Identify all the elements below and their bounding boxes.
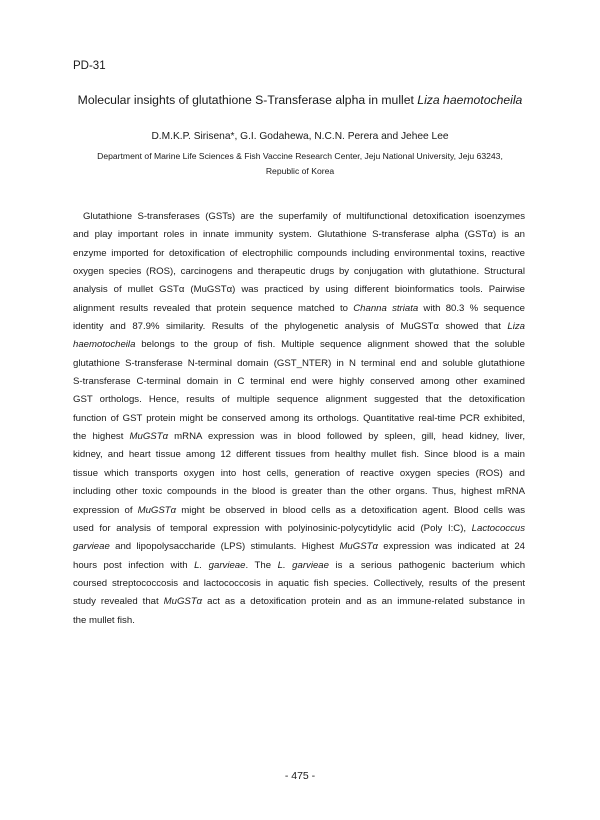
italic-term: Channa striata [353,302,419,314]
abstract-text: . The [245,559,278,571]
abstract-line [73,612,525,630]
title-main: Molecular insights of glutathione S-Transferase alpha in mullet [77,93,418,107]
italic-term: Liza [507,321,525,333]
abstract-line [73,428,525,446]
abstract-text: enzyme imported for detoxification of electrophilic compounds including environmental toxins, reactive [73,247,525,259]
abstract-text: and lipopolysaccharide (LPS) stimulants. Highest [109,541,340,553]
abstract-text: kidney, and heart tissue among 12 different tissues from healthy mullet fish. Since blood is a main [73,449,525,461]
abstract-text: Glutathione S-transferases (GSTs) are the superfamily of multifunctional detoxification isoenzymes [83,211,525,222]
abstract-text: oxygen species (ROS), carcinogens and therapeutic drugs by conjugation with glutathione. Structural [73,266,525,278]
abstract-text: act as a detoxification protein and as an immune-related substance in [202,596,525,608]
abstract-text: identity and 87.9% similarity. Results of the phylogenetic analysis of MuGSTα showed that [73,321,508,333]
abstract-line [73,373,525,391]
abstract-code: PD-31 [73,60,106,72]
abstract-text: expression was indicated at 24 [377,541,525,553]
abstract-text: tissue which transports oxygen into host cells, generation of reactive oxygen species (ROS) and [73,467,525,479]
italic-term: Lactococcus [471,522,525,534]
abstract-text: coursed streptococcosis and lactococcosis in aquatic fish species. Collectively, results of the present [73,577,525,589]
abstract-line [73,300,525,318]
abstract-line [73,465,525,483]
affiliation-line-1: Department of Marine Life Sciences & Fish Vaccine Research Center, Jeju National University, Jeju 63243, [97,151,503,161]
italic-term: L. garvieae [277,559,329,571]
abstract-text: analysis of mullet GSTα (MuGSTα) was practiced by using different bioinformatics tools. Pairwise [73,284,525,296]
paper-title [0,93,600,107]
abstract-text: hours post infection with [73,559,195,571]
abstract-text: is a serious pathogenic bacterium which [328,559,526,571]
abstract-text: and play important roles in innate immunity system. Glutathione S-transferase alpha (GSTα) is an [73,229,525,241]
page-number: - 475 - [284,770,316,782]
abstract-text: S-transferase C-terminal domain in C terminal end were highly conserved among other examined [73,376,525,388]
abstract-text: study revealed that [73,596,164,608]
abstract-line [73,446,525,464]
abstract-text: GST orthologs. Hence, results of multiple sequence alignment suggested that the detoxification [73,394,525,406]
italic-term: garvieae [73,541,110,553]
abstract-text: used for analysis of temporal expression with polyinosinic-polycytidylic acid (Poly I:C), [73,522,472,534]
abstract-text: expression of [73,504,138,516]
abstract-line [73,263,525,281]
abstract-line [73,336,525,354]
italic-term: L. garvieae [194,559,246,571]
abstract-line [73,245,525,263]
abstract-line [73,502,525,520]
title-species: Liza haemotocheila [417,93,523,107]
abstract-line [73,410,525,428]
abstract-text: alignment results revealed that protein sequence matched to [73,302,354,314]
italic-term: MuGSTα [339,541,378,553]
italic-term: haemotocheila [73,339,136,351]
italic-term: MuGSTα [163,596,203,608]
abstract-text: mRNA expression was in blood followed by spleen, gill, head kidney, liver, [168,431,525,443]
abstract-line [73,593,525,611]
affiliation [0,149,600,179]
abstract-text: the mullet fish. [73,614,135,626]
italic-term: MuGSTα [129,431,169,443]
abstract-body [73,208,525,630]
author-list: D.M.K.P. Sirisena*, G.I. Godahewa, N.C.N. Perera and Jehee Lee [151,131,449,142]
abstract-text: with 80.3 % sequence [418,302,525,314]
abstract-text: including other toxic compounds in the blood is greater than the other organs. Thus, highest mRNA [73,486,525,498]
abstract-text: belongs to the group of fish. Multiple sequence alignment showed that the soluble [135,339,525,351]
abstract-line [73,208,525,226]
abstract-line [73,355,525,373]
abstract-text: glutathione S-transferase N-terminal domain (GST_NTER) in N terminal end and soluble glutathione [73,357,525,369]
abstract-line [73,226,525,244]
abstract-line [73,483,525,501]
affiliation-line-2: Republic of Korea [265,166,335,176]
abstract-text: the highest [73,431,130,443]
abstract-line [73,318,525,336]
abstract-line [73,520,525,538]
abstract-text: might be observed in blood cells as a detoxification agent. Blood cells was [176,504,526,516]
abstract-line [73,557,525,575]
abstract-text: function of GST protein might be conserved among its orthologs. Quantitative real-time PCR exhibited, [73,412,525,424]
abstract-line [73,538,525,556]
abstract-line [73,281,525,299]
abstract-line [73,575,525,593]
italic-term: MuGSTα [137,504,177,516]
abstract-line [73,391,525,409]
